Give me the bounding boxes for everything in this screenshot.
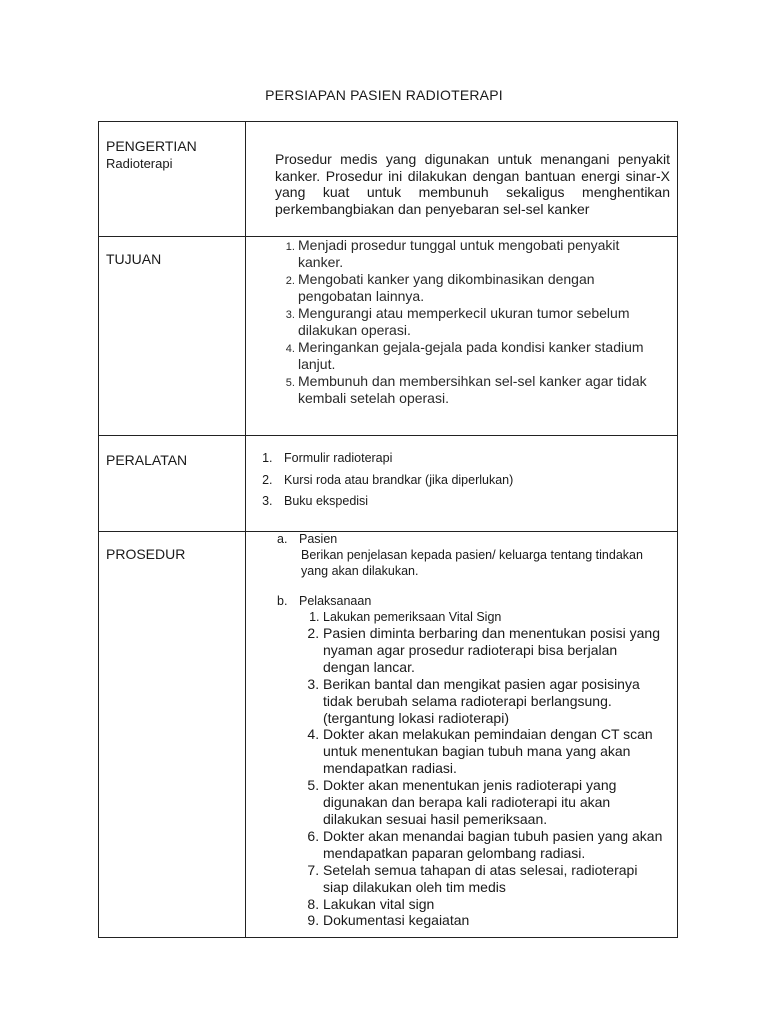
peralatan-label: PERALATAN <box>106 452 188 468</box>
list-item: 3. Buku ekspedisi <box>276 494 677 509</box>
content-cell-prosedur <box>246 532 678 938</box>
prosedur-section-pasien <box>277 532 677 579</box>
list-item: 3. Berikan bantal dan mengikat pasien agar posisinya tidak berubah selama radioterapi berlangsung.(tergantung lokasi radioterapi) <box>323 676 665 727</box>
content-cell-pengertian <box>246 122 678 237</box>
tujuan-list <box>246 237 677 407</box>
list-item: 2. Pasien diminta berbaring dan menentukan posisi yang nyaman agar prosedur radioterapi bisa berjalan dengan lancar. <box>323 625 665 676</box>
prosedur-label: PROSEDUR <box>106 546 186 562</box>
pengertian-text: Prosedur medis yang digunakan untuk menangani penyakit kanker. Prosedur ini dilakukan dengan bantuan energi sinar-X yang kuat untuk membunuh sekaligus menghentikan perkembangbiakan dan penyebaran sel-sel kanker <box>275 151 670 217</box>
row-prosedur <box>99 532 678 938</box>
row-peralatan <box>99 436 678 532</box>
row-pengertian <box>99 122 678 237</box>
prosedur-section-pelaksanaan <box>277 594 677 929</box>
document-title: PERSIAPAN PASIEN RADIOTERAPI <box>265 87 503 103</box>
section-letter: a. <box>277 532 288 546</box>
tujuan-label: TUJUAN <box>106 251 162 267</box>
procedure-table <box>98 121 678 938</box>
list-item: 5. Membunuh dan membersihkan sel-sel kanker agar tidak kembali setelah operasi. <box>298 373 667 407</box>
label-cell-pengertian <box>99 122 246 237</box>
label-cell-peralatan <box>99 436 246 532</box>
row-tujuan <box>99 237 678 436</box>
label-cell-tujuan <box>99 237 246 436</box>
list-item: 6. Dokter akan menandai bagian tubuh pasien yang akan mendapatkan paparan gelombang radiasi. <box>323 828 665 862</box>
content-cell-tujuan <box>246 237 678 436</box>
pengertian-sublabel: Radioterapi <box>106 156 173 171</box>
section-heading: Pelaksanaan <box>299 594 372 608</box>
list-item: 9. Dokumentasi kegaiatan <box>323 912 665 929</box>
section-heading: Pasien <box>299 532 338 546</box>
list-item: 7. Setelah semua tahapan di atas selesai, radioterapi siap dilakukan oleh tim medis <box>323 862 665 896</box>
list-item: 8. Lakukan vital sign <box>323 896 665 913</box>
list-item: 3. Mengurangi atau memperkecil ukuran tumor sebelum dilakukan operasi. <box>298 305 667 339</box>
section-letter: b. <box>277 594 288 608</box>
list-item: 1. Formulir radioterapi <box>276 451 677 466</box>
list-item: 1. Menjadi prosedur tunggal untuk mengobati penyakit kanker. <box>298 237 667 271</box>
label-cell-prosedur <box>99 532 246 938</box>
list-item: 2. Kursi roda atau brandkar (jika diperlukan) <box>276 473 677 488</box>
list-item: 4. Dokter akan melakukan pemindaian dengan CT scan untuk menentukan bagian tubuh mana yang akan mendapatkan radiasi. <box>323 726 665 777</box>
list-item: 5. Dokter akan menentukan jenis radioterapi yang digunakan dan berapa kali radioterapi itu akan dilakukan sesuai hasil pemeriksaan. <box>323 777 665 828</box>
list-item: 2. Mengobati kanker yang dikombinasikan dengan pengobatan lainnya. <box>298 271 667 305</box>
pelaksanaan-steps <box>277 609 665 929</box>
peralatan-list <box>246 451 677 509</box>
section-description: Berikan penjelasan kepada pasien/ keluarga tentang tindakan yang akan dilakukan. <box>301 548 643 578</box>
list-item: 1. Lakukan pemeriksaan Vital Sign <box>323 609 665 625</box>
pengertian-label: PENGERTIAN <box>106 138 197 154</box>
content-cell-peralatan <box>246 436 678 532</box>
list-item: 4. Meringankan gejala-gejala pada kondisi kanker stadium lanjut. <box>298 339 667 373</box>
